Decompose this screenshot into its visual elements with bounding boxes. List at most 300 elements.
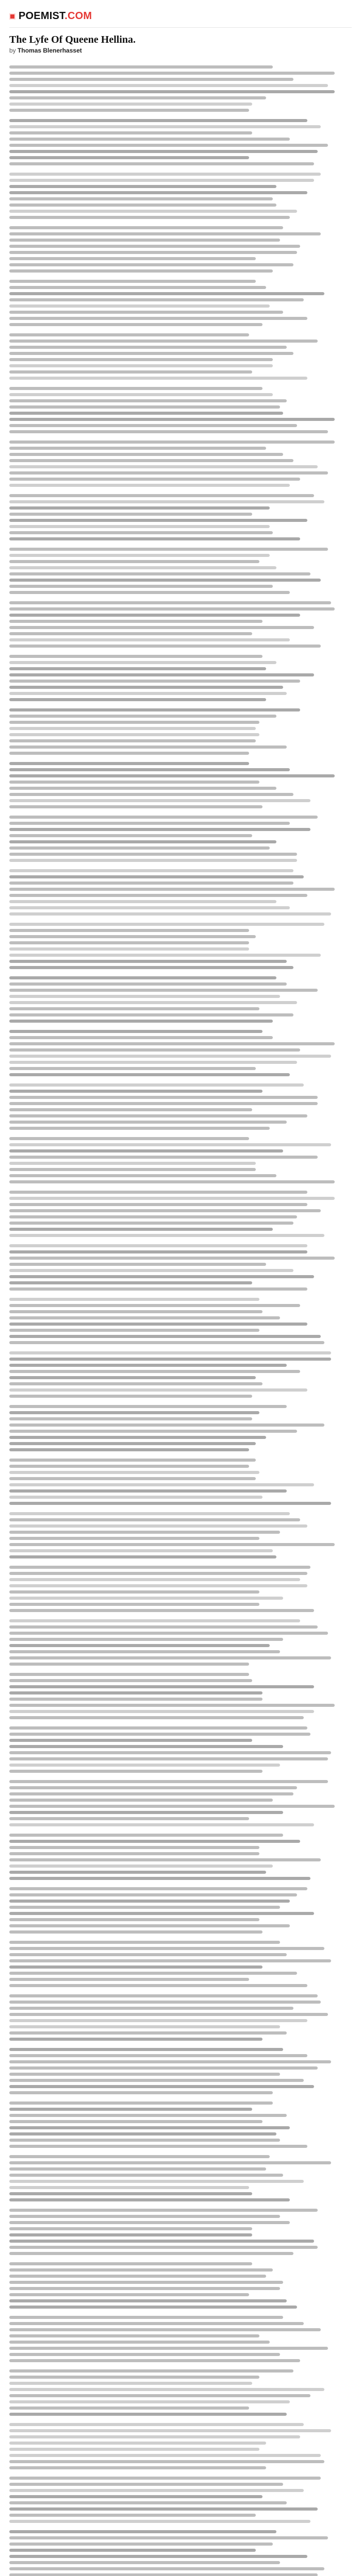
poem-line — [9, 1900, 290, 1903]
poem-stanza — [9, 2477, 352, 2523]
poem-stanza — [9, 655, 352, 701]
poem-line — [9, 645, 321, 648]
poem-line — [9, 1316, 280, 1319]
poem-line — [9, 1281, 252, 1284]
poem-line — [9, 762, 249, 765]
poem-stanza — [9, 1887, 352, 1934]
poem-line — [9, 412, 283, 415]
poem-stanza — [9, 2102, 352, 2148]
poem-stanza — [9, 1512, 352, 1558]
poem-line — [9, 1430, 297, 1433]
poem-line — [9, 251, 297, 254]
poem-line — [9, 1030, 262, 1033]
poem-stanza — [9, 1673, 352, 1719]
poem-line — [9, 1764, 280, 1767]
poem-line — [9, 2341, 270, 2344]
poem-line — [9, 1865, 273, 1868]
poem-line — [9, 966, 293, 969]
poem-line — [9, 2233, 252, 2236]
poem-line — [9, 607, 335, 611]
poem-line — [9, 626, 314, 629]
poem-line — [9, 1846, 259, 1849]
poem-line — [9, 2161, 331, 2164]
poem-line — [9, 2085, 314, 2088]
poem-line — [9, 1941, 280, 1944]
poem-stanza — [9, 1941, 352, 1987]
poem-line — [9, 1376, 256, 1379]
poem-line — [9, 298, 304, 301]
poem-line — [9, 2406, 249, 2410]
poem-line — [9, 1411, 259, 1414]
poem-stanza — [9, 548, 352, 594]
poem-line — [9, 2013, 328, 2016]
poem-line — [9, 2120, 262, 2123]
poem-line — [9, 216, 290, 219]
poem-line — [9, 1055, 331, 1058]
poem-line — [9, 1609, 314, 1612]
poem-line — [9, 2353, 280, 2356]
poem-line — [9, 1287, 307, 1291]
poem-line — [9, 1625, 318, 1629]
poem-line — [9, 1020, 273, 1023]
poem-line — [9, 1893, 297, 1896]
poem-line — [9, 1156, 318, 1159]
poem-stanza — [9, 2155, 352, 2201]
poem-line — [9, 828, 310, 831]
poem-line — [9, 387, 262, 390]
poem-line — [9, 525, 270, 528]
poem-line — [9, 2530, 276, 2533]
poem-line — [9, 2293, 249, 2296]
poem-line — [9, 875, 304, 878]
poem-line — [9, 1663, 249, 1666]
poem-line — [9, 2454, 321, 2457]
poem-line — [9, 1959, 331, 1962]
poem-line — [9, 721, 259, 724]
poem-line — [9, 2126, 290, 2129]
poem-line — [9, 1603, 259, 1606]
poem-line — [9, 1013, 293, 1016]
poem-line — [9, 2429, 331, 2432]
poem-line — [9, 1304, 300, 1307]
poem-line — [9, 1341, 324, 1344]
poem-line — [9, 1382, 262, 1385]
poem-line — [9, 667, 266, 670]
poem-line — [9, 2316, 283, 2319]
poem-line — [9, 1323, 307, 1326]
poem-line — [9, 2520, 310, 2523]
poem-line — [9, 2306, 297, 2309]
poem-line — [9, 1733, 310, 1736]
poem-line — [9, 377, 307, 380]
poem-line — [9, 96, 266, 99]
poem-line — [9, 1234, 324, 1237]
poem-byline — [9, 47, 352, 54]
poem-line — [9, 2031, 287, 2035]
poem-stanza — [9, 1780, 352, 1826]
poem-line — [9, 1496, 262, 1499]
poem-line — [9, 1704, 335, 1707]
poem-line — [9, 853, 297, 856]
poem-line — [9, 1121, 287, 1124]
poem-line — [9, 1180, 335, 1183]
poem-line — [9, 2007, 293, 2010]
poem-line — [9, 2108, 252, 2111]
poem-line — [9, 484, 290, 487]
poem-line — [9, 1257, 335, 1260]
poem-line — [9, 1799, 273, 1802]
poem-line — [9, 1209, 321, 1212]
poem-line — [9, 162, 314, 165]
poem-stanza — [9, 2423, 352, 2469]
poem-line — [9, 2322, 304, 2325]
poem-line — [9, 119, 307, 122]
poem-line — [9, 1436, 266, 1439]
poem-line — [9, 1817, 249, 1820]
poem-line — [9, 2442, 266, 2445]
poem-line — [9, 1918, 259, 1921]
poem-line — [9, 179, 314, 182]
poem-line — [9, 1197, 335, 1200]
poem-line — [9, 1203, 307, 1206]
poem-line — [9, 727, 256, 730]
poem-line — [9, 591, 290, 594]
poem-line — [9, 2400, 290, 2403]
poem-line — [9, 686, 283, 689]
poem-stanza — [9, 2530, 352, 2576]
poem-line — [9, 1656, 331, 1659]
poem-line — [9, 1127, 270, 1130]
poem-line — [9, 2180, 304, 2183]
poem-line — [9, 370, 252, 374]
poem-line — [9, 1269, 293, 1272]
poem-line — [9, 2555, 307, 2558]
poem-line — [9, 1001, 297, 1004]
poem-line — [9, 2466, 266, 2469]
poem-stanza — [9, 1351, 352, 1398]
poem-line — [9, 1972, 297, 1975]
poem-line — [9, 2347, 328, 2350]
poem-line — [9, 1887, 307, 1890]
poem-line — [9, 2102, 273, 2105]
poem-line — [9, 1395, 252, 1398]
poem-line — [9, 65, 273, 69]
poem-line — [9, 150, 318, 153]
poem-stanza — [9, 1726, 352, 1773]
poem-stanza — [9, 1244, 352, 1291]
poem-line — [9, 954, 321, 957]
poem-line — [9, 239, 280, 242]
poem-line — [9, 156, 249, 159]
poem-line — [9, 1048, 300, 1052]
logo-text-suffix: .COM — [64, 10, 92, 22]
poem-stanza — [9, 1834, 352, 1880]
poem-line — [9, 2091, 273, 2094]
poem-line — [9, 2448, 259, 2451]
poem-line — [9, 2048, 283, 2051]
poem-line — [9, 1537, 259, 1540]
poem-line — [9, 1007, 259, 1010]
poem-line — [9, 935, 256, 938]
poem-line — [9, 197, 273, 200]
poem-line — [9, 1310, 262, 1313]
poem-stanza — [9, 762, 352, 808]
poem-stanza — [9, 2316, 352, 2362]
poem-line — [9, 317, 307, 320]
poem-line — [9, 2483, 283, 2486]
poem-line — [9, 1137, 249, 1140]
poem-line — [9, 2435, 300, 2438]
poem-stanza — [9, 708, 352, 755]
poem-line — [9, 2328, 321, 2331]
poem-line — [9, 1745, 283, 1748]
poem-line — [9, 1994, 318, 1997]
poem-line — [9, 2275, 266, 2278]
poem-line — [9, 2139, 280, 2142]
poem-line — [9, 1042, 335, 1045]
poem-line — [9, 2198, 290, 2201]
poem-line — [9, 1716, 304, 1719]
poem-line — [9, 2543, 273, 2546]
poem-line — [9, 2495, 262, 2498]
poem-line — [9, 340, 318, 343]
poem-line — [9, 620, 262, 623]
poem-line — [9, 715, 276, 718]
poem-line — [9, 960, 287, 963]
poem-line — [9, 2549, 256, 2552]
poem-line — [9, 2073, 280, 2076]
poem-line — [9, 1465, 249, 1468]
poem-line — [9, 2489, 304, 2492]
poem-line — [9, 1061, 297, 1064]
poem-stanza — [9, 1137, 352, 1183]
poem-line — [9, 2394, 310, 2397]
poem-line — [9, 846, 270, 850]
poem-line — [9, 692, 287, 695]
poem-line — [9, 638, 290, 641]
poem-line — [9, 2145, 307, 2148]
poem-line — [9, 1162, 256, 1165]
poem-line — [9, 1953, 287, 1956]
poem-line — [9, 1691, 262, 1694]
poem-line — [9, 923, 324, 926]
poem-line — [9, 1364, 287, 1367]
poem-line — [9, 323, 262, 326]
poem-line — [9, 125, 321, 128]
poem-line — [9, 1650, 280, 1653]
poem-line — [9, 2561, 280, 2564]
poem-line — [9, 1483, 314, 1486]
poem-line — [9, 1067, 256, 1070]
poem-line — [9, 459, 293, 462]
poem-line — [9, 566, 276, 569]
poem-line — [9, 698, 266, 701]
poem-line — [9, 1275, 314, 1278]
poem-line — [9, 204, 276, 207]
poem-line — [9, 752, 249, 755]
poem-line — [9, 1698, 262, 1701]
poem-stanza — [9, 119, 352, 165]
poem-line — [9, 1143, 331, 1146]
poem-line — [9, 232, 321, 235]
poem-line — [9, 1191, 307, 1194]
poem-line — [9, 941, 249, 944]
poem-line — [9, 1335, 321, 1338]
poem-line — [9, 745, 287, 749]
poem-stanza — [9, 387, 352, 433]
poem-line — [9, 572, 310, 575]
poem-line — [9, 1417, 252, 1420]
poem-line — [9, 906, 290, 909]
poem-line — [9, 1477, 256, 1480]
poem-line — [9, 554, 270, 557]
poem-line — [9, 471, 328, 474]
poem-line — [9, 1442, 256, 1445]
poem-line — [9, 982, 287, 986]
poem-line — [9, 185, 276, 188]
poem-line — [9, 103, 252, 106]
poem-line — [9, 346, 287, 349]
poem-line — [9, 768, 290, 771]
site-logo[interactable] — [9, 10, 92, 22]
poem-stanza — [9, 494, 352, 540]
poem-line — [9, 1096, 318, 1099]
poem-line — [9, 781, 259, 784]
poem-line — [9, 1786, 297, 1789]
poem-line — [9, 2382, 252, 2385]
poem-line — [9, 1792, 293, 1795]
poem-line — [9, 1263, 266, 1266]
poem-line — [9, 78, 293, 81]
poem-line — [9, 1780, 328, 1783]
poem-line — [9, 1518, 300, 1521]
poem-line — [9, 2246, 318, 2249]
poem-line — [9, 1222, 293, 1225]
logo-text — [19, 10, 92, 22]
poem-line — [9, 1244, 307, 1247]
poem-stanza — [9, 1405, 352, 1451]
poem-title: The Lyfe Of Queene Hellina. — [9, 34, 136, 45]
poem-line — [9, 191, 307, 194]
poem-line — [9, 805, 262, 808]
poem-line — [9, 1423, 324, 1427]
poem-line — [9, 1524, 307, 1528]
poem-line — [9, 1228, 273, 1231]
poem-line — [9, 1512, 290, 1515]
poem-line — [9, 947, 249, 951]
poem-line — [9, 2334, 259, 2337]
poem-line — [9, 1149, 283, 1153]
poem-stanza — [9, 869, 352, 916]
poem-line — [9, 226, 283, 229]
poem-line — [9, 1619, 300, 1622]
poem-line — [9, 513, 252, 516]
poem-line — [9, 1459, 256, 1462]
poem-line — [9, 1644, 270, 1647]
poem-line — [9, 774, 335, 777]
poem-stanza — [9, 2048, 352, 2094]
poem-line — [9, 311, 283, 314]
poem-stanza — [9, 2369, 352, 2416]
poem-line — [9, 1174, 276, 1177]
poem-line — [9, 929, 249, 932]
poem-line — [9, 733, 259, 736]
poem-line — [9, 2287, 280, 2290]
poem-line — [9, 2155, 270, 2158]
poem-line — [9, 90, 335, 93]
poem-line — [9, 173, 321, 176]
poem-line — [9, 1370, 300, 1373]
poem-line — [9, 1965, 262, 1969]
poem-line — [9, 1858, 321, 1861]
poem-stanza — [9, 923, 352, 969]
logo-text-main: POEMIST — [19, 10, 65, 22]
poem-line — [9, 1448, 249, 1451]
byline-prefix: by — [9, 47, 16, 54]
poem-line — [9, 1751, 331, 1754]
poem-line — [9, 1298, 259, 1301]
poem-line — [9, 519, 307, 522]
poem-line — [9, 2281, 283, 2284]
poem-line — [9, 109, 249, 112]
poem-stanza — [9, 1191, 352, 1237]
poem-author[interactable]: Thomas Blenerhasset — [18, 47, 82, 54]
poem-line — [9, 245, 300, 248]
poem-line — [9, 1726, 307, 1730]
poem-line — [9, 1947, 324, 1950]
poem-line — [9, 2025, 280, 2028]
poem-line — [9, 1566, 310, 1569]
poem-stanza — [9, 601, 352, 648]
poem-line — [9, 2174, 283, 2177]
poem-line — [9, 2079, 304, 2082]
poem-line — [9, 393, 273, 396]
poem-line — [9, 882, 293, 885]
poem-line — [9, 2299, 287, 2302]
poem-line — [9, 1073, 290, 1076]
poem-body — [9, 62, 352, 2576]
poem-line — [9, 1710, 314, 1713]
poem-line — [9, 1978, 249, 1981]
poem-line — [9, 269, 273, 273]
poem-line — [9, 280, 256, 283]
poem-line — [9, 1679, 252, 1682]
poem-line — [9, 1358, 331, 1361]
poem-line — [9, 494, 314, 497]
poem-line — [9, 1102, 318, 1105]
poem-line — [9, 257, 256, 260]
poem-line — [9, 2388, 324, 2391]
poem-line — [9, 2132, 276, 2136]
poem-line — [9, 548, 328, 551]
poem-line — [9, 2209, 318, 2212]
poem-line — [9, 1388, 307, 1392]
poem-line — [9, 1770, 262, 1773]
poem-line — [9, 531, 273, 534]
poem-line — [9, 859, 297, 862]
poem-stanza — [9, 333, 352, 380]
poem-line — [9, 1329, 259, 1332]
poem-line — [9, 2192, 252, 2195]
poem-line — [9, 506, 270, 510]
poem-line — [9, 352, 293, 355]
poem-line — [9, 1555, 276, 1558]
poem-line — [9, 1811, 283, 1814]
poem-line — [9, 2186, 249, 2189]
poem-line — [9, 2573, 318, 2576]
poem-line — [9, 2501, 287, 2504]
poem-line — [9, 2369, 293, 2372]
